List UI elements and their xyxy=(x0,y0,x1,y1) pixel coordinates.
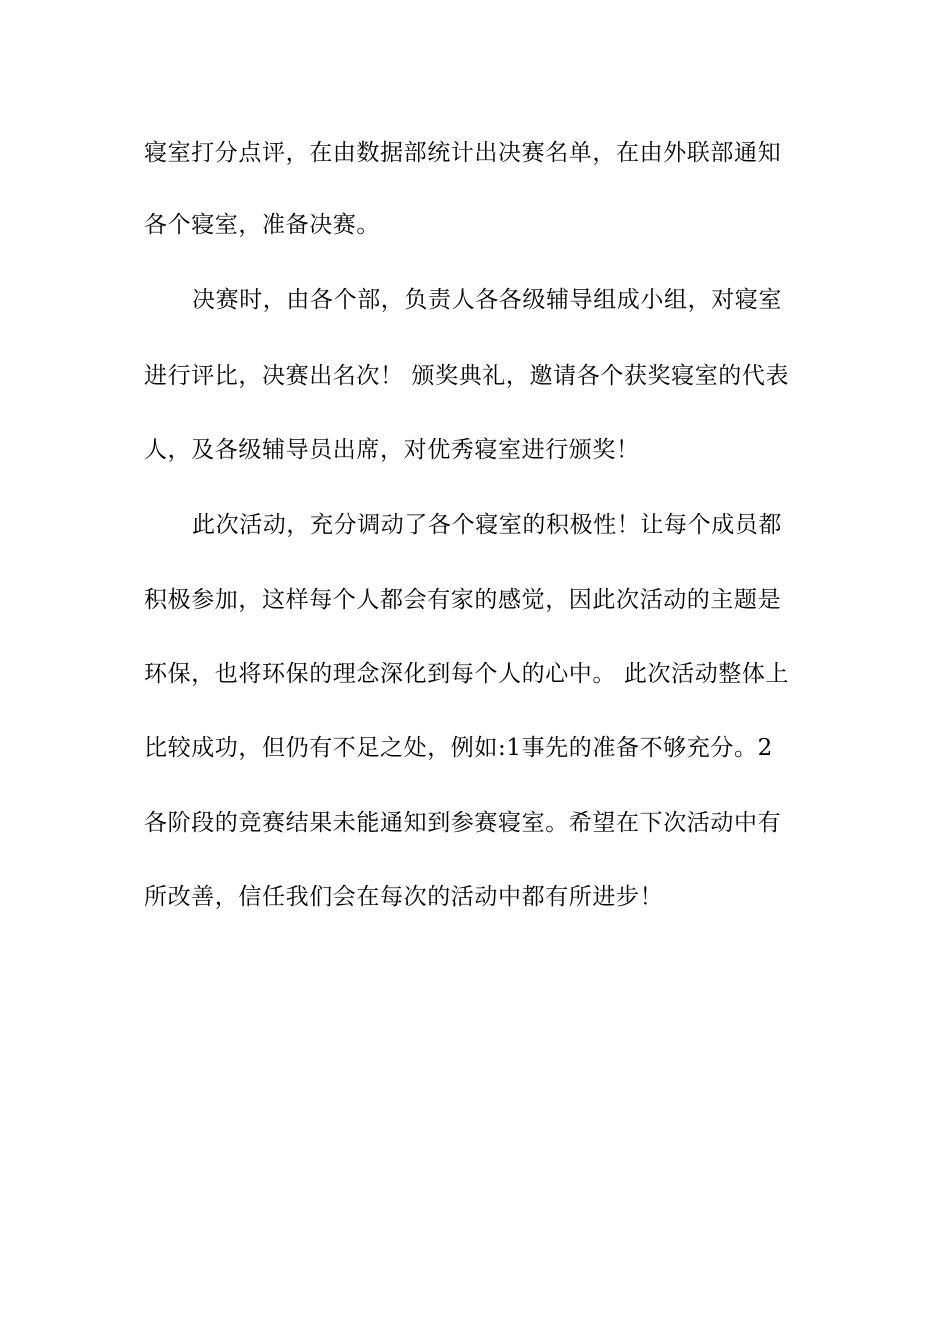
text-line-4: 进行评比，决赛出名次！ 颁奖典礼，邀请各个获奖寝室的代表 xyxy=(144,363,790,389)
text-line-8: 环保，也将环保的理念深化到每个人的心中。 此次活动整体上 xyxy=(144,661,790,687)
text-line-10: 各阶段的竞赛结果未能通知到参赛寝室。希望在下次活动中有 xyxy=(144,810,782,836)
text-line-6: 此次活动，充分调动了各个寝室的积极性！让每个成员都 xyxy=(192,512,782,538)
text-line-11: 所改善，信任我们会在每次的活动中都有所进步！ xyxy=(144,884,664,910)
text-line-2: 各个寝室，准备决赛。 xyxy=(144,212,380,238)
text-line-3: 决赛时，由各个部，负责人各各级辅导组成小组，对寝室 xyxy=(192,287,782,313)
text-line-5: 人，及各级辅导员出席，对优秀寝室进行颁奖！ xyxy=(144,437,640,463)
text-line-9: 比较成功，但仍有不足之处，例如:1事先的准备不够充分。2 xyxy=(144,735,773,761)
text-line-1: 寝室打分点评，在由数据部统计出决赛名单，在由外联部通知 xyxy=(144,140,782,166)
text-line-7: 积极参加，这样每个人都会有家的感觉，因此次活动的主题是 xyxy=(144,587,782,613)
